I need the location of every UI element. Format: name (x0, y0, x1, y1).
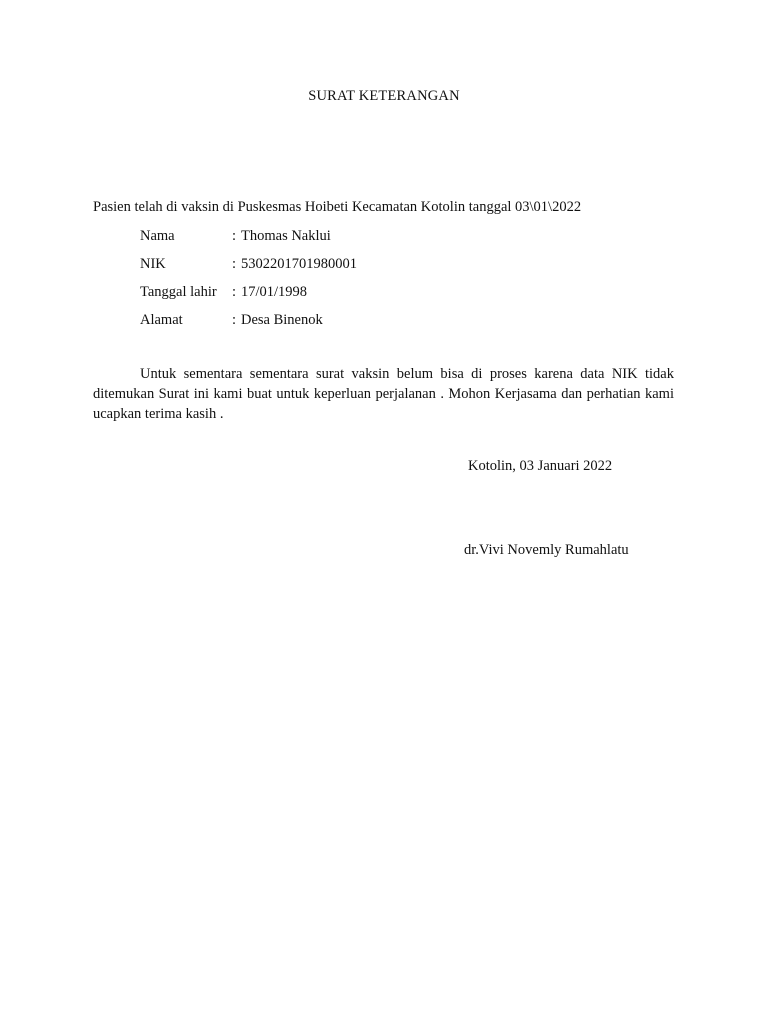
field-label-alamat: Alamat (140, 312, 183, 328)
field-value-tanggal-lahir: 17/01/1998 (241, 284, 308, 300)
signer-name: dr.Vivi Novemly Rumahlatu (464, 542, 629, 558)
field-colon: : (232, 228, 237, 244)
patient-details (140, 227, 357, 339)
field-row-tanggal-lahir (140, 283, 357, 311)
field-row-nama (140, 227, 357, 255)
field-value-nik: 5302201701980001 (241, 256, 357, 272)
field-row-nik (140, 255, 357, 283)
field-label-nik: NIK (140, 256, 166, 272)
letter-title: SURAT KETERANGAN (308, 88, 460, 104)
field-label-tanggal-lahir: Tanggal lahir (140, 284, 217, 300)
field-colon: : (232, 256, 237, 272)
intro-sentence: Pasien telah di vaksin di Puskesmas Hoibeti Kecamatan Kotolin tanggal 03\01\2022 (93, 199, 582, 215)
field-label-nama: Nama (140, 228, 175, 244)
field-colon: : (232, 312, 237, 328)
body-paragraph: Untuk sementara sementara surat vaksin belum bisa di proses karena data NIK tidak ditemukan Surat ini kami buat untuk keperluan perjalanan . Mohon Kerjasama dan perhatian kami ucapkan terima kasih . (93, 366, 674, 422)
field-row-alamat (140, 311, 357, 339)
field-value-alamat: Desa Binenok (241, 312, 323, 328)
field-value-nama: Thomas Naklui (241, 228, 331, 244)
place-and-date: Kotolin, 03 Januari 2022 (468, 458, 613, 474)
field-colon: : (232, 284, 237, 300)
